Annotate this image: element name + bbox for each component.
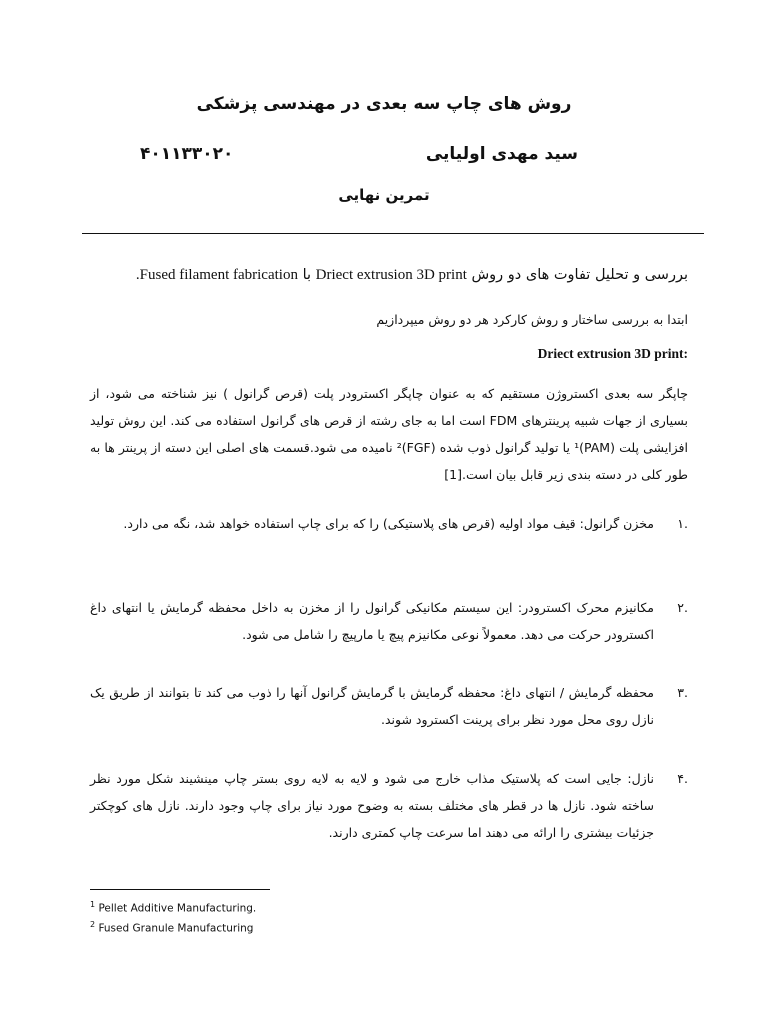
footnote-number: 1 — [90, 900, 96, 909]
heading-text-pre: بررسی و تحلیل تفاوت های دو روش — [471, 267, 688, 283]
body-paragraph: چاپگر سه بعدی اکستروژن مستقیم که به عنوان چاپگر اکسترودر پلت (قرص گرانول ) نیز شناخته می شود، از بسیاری از جهات شبیه پرینترهای FDM است اما به جای رشته از قرص های گرانول استفاده می کند. این روش تولید افزایشی پلت (PAM)¹ یا تولید گرانول ذوب شده (FGF)² نامیده می شود.قسمت های اصلی این دسته از پرینتر ها به طور کلی در دسته بندی زیر قابل بیان است.[1] — [90, 386, 689, 482]
student-id: ۴۰۱۱۳۳۰۲۰ — [140, 144, 234, 164]
heading-term-fff: Fused filament fabrication — [139, 267, 298, 283]
footnote-number: 2 — [90, 919, 96, 929]
heading-text-mid: با — [302, 267, 312, 283]
list-item-text: مخزن گرانول: قیف مواد اولیه (قرص های پلاستیکی) را که برای چاپ استفاده خواهد شد، نگه می دارد. — [123, 516, 654, 531]
list-item-number: .۲ — [677, 600, 688, 615]
list-item-number: .۱ — [677, 516, 688, 531]
subsection-heading: :Driect extrusion 3D print — [537, 346, 688, 361]
list-item-number: .۳ — [677, 685, 688, 700]
footnote-divider — [90, 889, 270, 890]
intro-sentence: ابتدا به بررسی ساختار و روش کارکرد هر دو روش میپردازیم — [376, 312, 688, 327]
list-item — [90, 510, 688, 537]
footnote — [90, 917, 490, 937]
document-title: روش های چاپ سه بعدی در مهندسی پزشکی — [196, 94, 572, 114]
list-item-text: محفظه گرمایش / انتهای داغ: محفظه گرمایش با گرمایش گرانول آنها را ذوب می کند تا بتوانند از طریق یک نازل روی محل مورد نظر برای پرینت اکسترود شوند. — [90, 685, 654, 727]
footnote-text: Fused Granule Manufacturing — [98, 922, 254, 934]
header-divider — [82, 233, 704, 234]
section-heading — [90, 264, 688, 286]
list-item — [90, 594, 688, 648]
footnote-text: Pellet Additive Manufacturing. — [98, 902, 257, 915]
author-name: سید مهدی اولیایی — [425, 144, 578, 164]
list-item-text: نازل: جایی است که پلاستیک مذاب خارج می شود و لایه به لایه روی بستر چاپ مینشیند شکل مورد نظر ساخته شود. نازل ها در قطر های مختلف بسته به وضوح مورد نیاز برای چاپ وجود دارند. نازل های کوچکتر جزئیات بیشتری را ارائه می دهند اما سرعت چاپ کمتری دارند. — [90, 771, 654, 840]
list-item — [90, 765, 688, 846]
list-item — [90, 679, 688, 733]
footnote — [90, 897, 490, 917]
heading-term-direct-extrusion: Driect extrusion 3D print — [315, 267, 467, 283]
list-item-text: مکانیزم محرک اکسترودر: این سیستم مکانیکی گرانول را از مخزن به داخل محفظه گرمایش یا انتهای داغ اکسترودر حرکت می دهد. معمولاً نوعی مکانیزم پیچ یا مارپیچ را شامل می شود. — [90, 600, 654, 642]
document-subtitle: تمرین نهایی — [338, 186, 430, 204]
list-item-number: .۴ — [677, 771, 688, 786]
footnotes — [90, 897, 490, 936]
heading-end: . — [135, 267, 140, 283]
